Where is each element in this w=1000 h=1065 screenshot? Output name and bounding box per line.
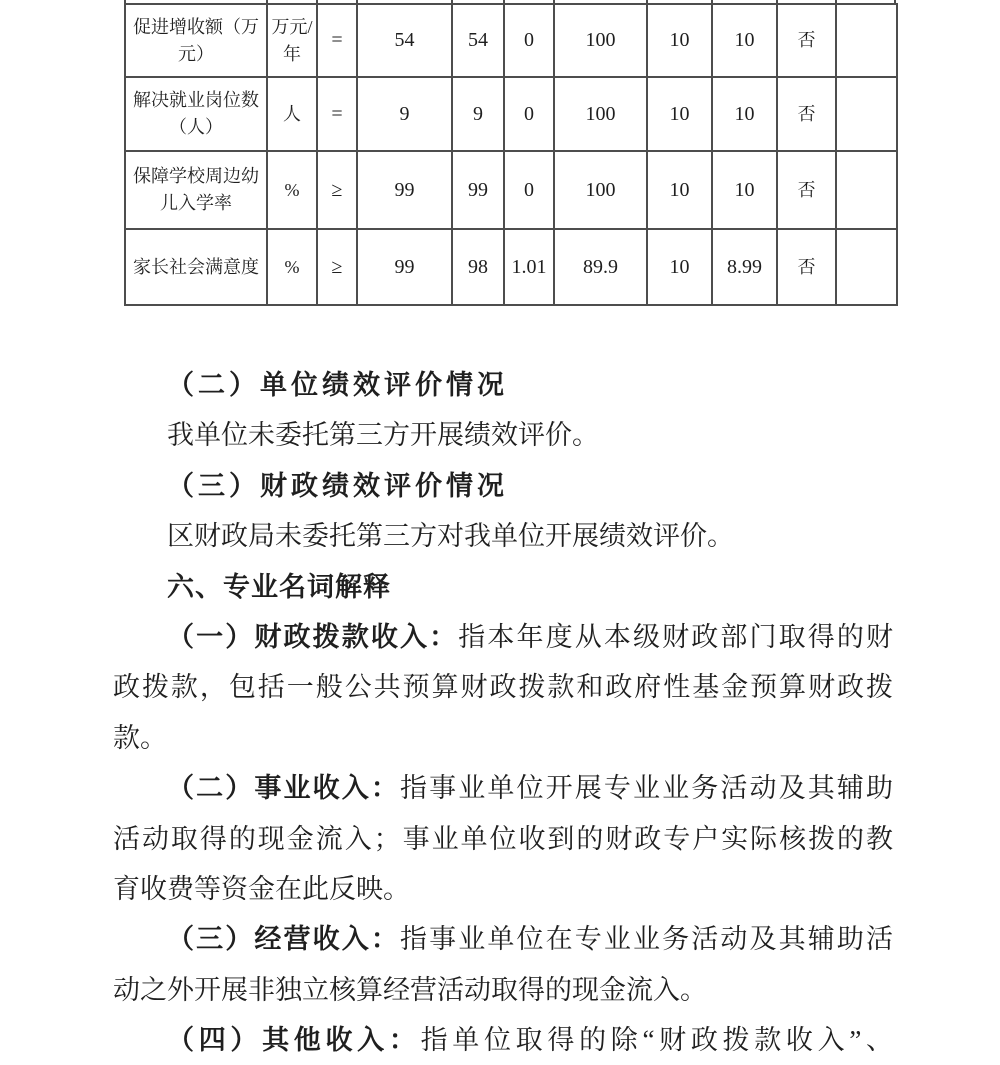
text-line (113, 612, 893, 662)
stub-cell (451, 0, 503, 3)
cell-operator: ≥ (317, 151, 357, 229)
cell-unit: % (267, 229, 317, 305)
line-text: 动之外开展非独立核算经营活动取得的现金流入。 (113, 974, 707, 1005)
term-label: （二）事业收入： (167, 773, 400, 804)
cell-weight: 10 (647, 77, 712, 151)
cell-extra (836, 151, 897, 229)
text-line (113, 965, 893, 1015)
text-line (113, 410, 893, 460)
term-label: （一）财政拨款收入： (167, 621, 459, 652)
stub-cell (356, 0, 451, 3)
cell-flag: 否 (777, 77, 836, 151)
cell-weight: 10 (647, 4, 712, 77)
cell-extra (836, 4, 897, 77)
term-label: （四）其他收入： (167, 1025, 421, 1056)
cell-rate: 100 (554, 77, 647, 151)
line-text: 款。 (113, 722, 167, 753)
text-line (113, 1015, 893, 1065)
stub-cell (711, 0, 776, 3)
cell-operator: ≥ (317, 229, 357, 305)
heading-text: （二）单位绩效评价情况 (167, 370, 508, 400)
stub-cell (646, 0, 711, 3)
cell-actual: 54 (452, 4, 504, 77)
stub-cell (835, 0, 896, 3)
text-line (113, 814, 893, 864)
section-heading (113, 562, 893, 612)
cell-target: 99 (357, 151, 452, 229)
cell-flag: 否 (777, 151, 836, 229)
cell-actual: 98 (452, 229, 504, 305)
heading-text: 六、专业名词解释 (167, 571, 391, 602)
text-line (113, 763, 893, 813)
stub-cell (266, 0, 316, 3)
document-body (113, 360, 893, 1065)
cell-score: 10 (712, 77, 777, 151)
cell-operator: = (317, 77, 357, 151)
cell-indicator: 解决就业岗位数（人） (125, 77, 267, 151)
cell-rate: 89.9 (554, 229, 647, 305)
cell-deviation: 1.01 (504, 229, 554, 305)
line-text: 指单位取得的除“财政拨款收入”、 (420, 1025, 894, 1056)
cell-extra (836, 77, 897, 151)
cell-target: 99 (357, 229, 452, 305)
table-row (125, 4, 897, 77)
cell-extra (836, 229, 897, 305)
line-text: 育收费等资金在此反映。 (113, 873, 410, 904)
line-text: 区财政局未委托第三方对我单位开展绩效评价。 (167, 521, 734, 552)
cell-actual: 99 (452, 151, 504, 229)
text-line (113, 713, 893, 763)
cropped-row-top-stub (124, 0, 898, 3)
cell-weight: 10 (647, 229, 712, 305)
text-line (113, 511, 893, 561)
cell-weight: 10 (647, 151, 712, 229)
cell-indicator: 促进增收额（万元） (125, 4, 267, 77)
cell-indicator: 家长社会满意度 (125, 229, 267, 305)
cell-unit: % (267, 151, 317, 229)
performance-indicator-table (124, 0, 898, 306)
cell-flag: 否 (777, 4, 836, 77)
table-row (125, 151, 897, 229)
cell-unit: 万元/年 (267, 4, 317, 77)
line-text: 指事业单位开展专业业务活动及其辅助 (400, 773, 893, 804)
cell-deviation: 0 (504, 4, 554, 77)
text-line (113, 864, 893, 914)
stub-cell (776, 0, 835, 3)
line-text: 指事业单位在专业业务活动及其辅助活 (400, 924, 893, 955)
subsection-heading (113, 360, 893, 410)
stub-cell (503, 0, 553, 3)
cell-score: 8.99 (712, 229, 777, 305)
stub-cell (124, 0, 266, 3)
text-line (113, 662, 893, 712)
cell-deviation: 0 (504, 151, 554, 229)
cell-rate: 100 (554, 151, 647, 229)
stub-cell (316, 0, 356, 3)
line-text: 指本年度从本级财政部门取得的财 (458, 621, 893, 652)
subsection-heading (113, 461, 893, 511)
cell-score: 10 (712, 4, 777, 77)
term-label: （三）经营收入： (167, 924, 400, 955)
cell-actual: 9 (452, 77, 504, 151)
cell-indicator: 保障学校周边幼儿入学率 (125, 151, 267, 229)
text-line (113, 914, 893, 964)
cell-deviation: 0 (504, 77, 554, 151)
line-text: 政拨款，包括一般公共预算财政拨款和政府性基金预算财政拨 (113, 672, 893, 703)
table-row (125, 229, 897, 305)
cell-unit: 人 (267, 77, 317, 151)
cell-flag: 否 (777, 229, 836, 305)
cell-score: 10 (712, 151, 777, 229)
line-text: 我单位未委托第三方开展绩效评价。 (167, 420, 599, 451)
heading-text: （三）财政绩效评价情况 (167, 470, 508, 501)
cell-target: 54 (357, 4, 452, 77)
stub-cell (553, 0, 646, 3)
cell-operator: = (317, 4, 357, 77)
cell-rate: 100 (554, 4, 647, 77)
line-text: 活动取得的现金流入；事业单位收到的财政专户实际核拨的教 (113, 823, 893, 854)
table-row (125, 77, 897, 151)
cell-target: 9 (357, 77, 452, 151)
